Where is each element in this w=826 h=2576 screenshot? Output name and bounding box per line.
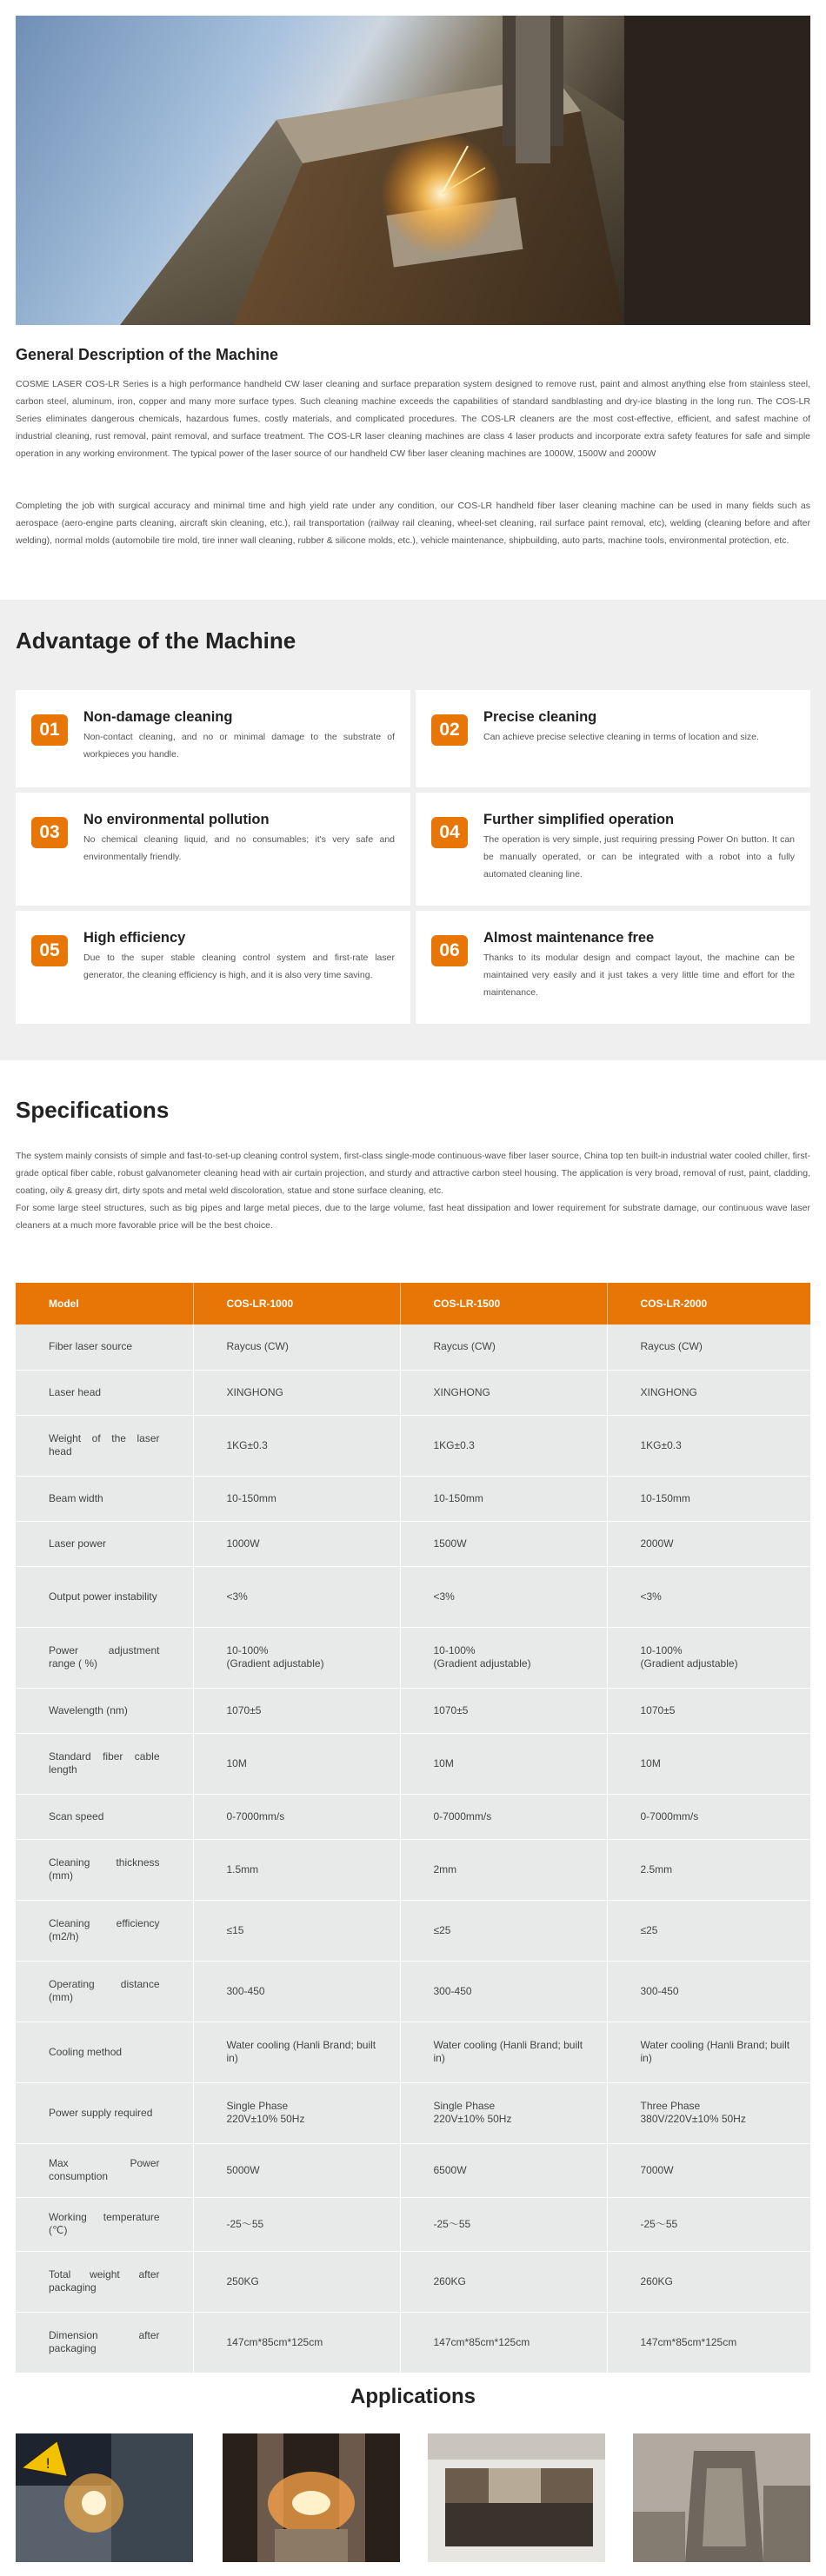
table-cell-value: 10-100% (Gradient adjustable) bbox=[607, 1627, 810, 1688]
advantage-number-badge: 06 bbox=[431, 935, 468, 966]
advantage-card-4 bbox=[416, 793, 810, 906]
table-row bbox=[16, 2022, 810, 2082]
table-cell-label: Laser power bbox=[16, 1521, 193, 1566]
table-cell-value: 0-7000mm/s bbox=[400, 1794, 607, 1839]
table-cell-value: 0-7000mm/s bbox=[193, 1794, 400, 1839]
table-cell-value: Single Phase 220V±10% 50Hz bbox=[400, 2082, 607, 2143]
table-cell-value: Three Phase 380V/220V±10% 50Hz bbox=[607, 2082, 810, 2143]
advantage-card-description: Thanks to its modular design and compact layout, the machine can be maintained very easily and it just takes a very little time and effort for the maintenance. bbox=[483, 953, 795, 998]
table-cell-label: Operating distance (mm) bbox=[16, 1961, 193, 2022]
table-cell-value: ≤25 bbox=[607, 1900, 810, 1961]
advantage-title: Advantage of the Machine bbox=[16, 627, 296, 654]
table-cell-label: Beam width bbox=[16, 1476, 193, 1521]
table-row bbox=[16, 1688, 810, 1733]
advantage-card-title: Almost maintenance free bbox=[483, 930, 655, 946]
table-cell-value: 300-450 bbox=[607, 1961, 810, 2022]
table-cell-value: Water cooling (Hanli Brand; built in) bbox=[400, 2022, 607, 2082]
table-cell-label: Cleaning efficiency (m2/h) bbox=[16, 1900, 193, 1961]
table-cell-value: 10-150mm bbox=[400, 1476, 607, 1521]
application-image-2 bbox=[223, 2433, 400, 2562]
advantage-number-badge: 04 bbox=[431, 817, 468, 848]
table-cell-value: 260KG bbox=[607, 2251, 810, 2312]
advantage-card-2 bbox=[416, 690, 810, 787]
table-cell-value: 10-150mm bbox=[607, 1476, 810, 1521]
table-cell-value: 260KG bbox=[400, 2251, 607, 2312]
table-cell-label: Cooling method bbox=[16, 2022, 193, 2082]
general-description-title: General Description of the Machine bbox=[16, 346, 279, 363]
table-cell-value: <3% bbox=[400, 1566, 607, 1627]
table-cell-value: 6500W bbox=[400, 2143, 607, 2197]
advantage-section bbox=[0, 600, 826, 1060]
table-row bbox=[16, 2197, 810, 2251]
svg-text:!: ! bbox=[45, 2455, 51, 2472]
table-cell-label: Weight of the laser head bbox=[16, 1415, 193, 1476]
specifications-intro bbox=[16, 1147, 810, 1234]
table-body bbox=[16, 1325, 810, 2373]
table-row bbox=[16, 1627, 810, 1688]
table-cell-label: Cleaning thickness (mm) bbox=[16, 1839, 193, 1900]
table-cell-value: 147cm*85cm*125cm bbox=[400, 2312, 607, 2373]
hero-image-laser-cleaning bbox=[16, 16, 810, 325]
general-description-paragraph-1: COSME LASER COS-LR Series is a high performance handheld CW laser cleaning and surface preparation system designed to remove rust, paint and almost anything else from stainless steel, carbon steel, aluminum, iron, copper and many more surface types. Such cleaning machine exceeds the capabilities of standard sandblasting and dry-ice blasting in the long run. The COS-LR Series eliminates dangerous chemicals, hazardous fumes, costly materials, and complicated procedures. The COS-LR cleaners are the most cost-effective, efficient, and safest machine of industrial cleaning, rust removal, paint removal, and surface treatment. The COS-LR laser cleaning machines are class 4 laser products and incorporate extra safety features for safe and simple operation in any working environment. The typical power of the laser source of our handheld CW fiber laser cleaning machines are 1000W, 1500W and 2000W bbox=[16, 379, 810, 459]
advantage-card-title: No environmental pollution bbox=[83, 812, 270, 827]
table-cell-label: Scan speed bbox=[16, 1794, 193, 1839]
advantage-card-title: Further simplified operation bbox=[483, 812, 675, 827]
advantage-card-description: Non-contact cleaning, and no or minimal damage to the substrate of workpieces you handle. bbox=[83, 732, 395, 760]
table-cell-value: Raycus (CW) bbox=[193, 1325, 400, 1370]
table-cell-label: Power supply required bbox=[16, 2082, 193, 2143]
table-cell-value: ≤15 bbox=[193, 1900, 400, 1961]
table-row bbox=[16, 1325, 810, 1370]
table-cell-label: Power adjustment range ( %) bbox=[16, 1627, 193, 1688]
advantage-card-title: Precise cleaning bbox=[483, 709, 597, 725]
table-cell-value: Water cooling (Hanli Brand; built in) bbox=[607, 2022, 810, 2082]
table-row bbox=[16, 2143, 810, 2197]
table-cell-value: 147cm*85cm*125cm bbox=[607, 2312, 810, 2373]
table-cell-value: <3% bbox=[607, 1566, 810, 1627]
table-cell-value: 7000W bbox=[607, 2143, 810, 2197]
table-header-row bbox=[16, 1283, 810, 1325]
table-cell-value: 1500W bbox=[400, 1521, 607, 1566]
advantage-card-6 bbox=[416, 911, 810, 1024]
table-cell-value: 2.5mm bbox=[607, 1839, 810, 1900]
table-cell-value: 300-450 bbox=[193, 1961, 400, 2022]
table-cell-value: 10-100% (Gradient adjustable) bbox=[193, 1627, 400, 1688]
table-cell-value: 2000W bbox=[607, 1521, 810, 1566]
specifications-paragraph-1: The system mainly consists of simple and fast-to-set-up cleaning control system, first-class single-mode continuous-wave fiber laser source, China top ten built-in industrial water cooled chiller, first-grade optical fiber cable, robust galvanometer cleaning head with air curtain projection, and sturdy and attractive carbon steel housing. The application is very broad, removal of rust, paint, cladding, coating, oily & greasy dirt, dirty spots and metal weld discoloration, statue and stone surface cleaning, etc. bbox=[16, 1151, 810, 1196]
advantage-card-title: Non-damage cleaning bbox=[83, 709, 233, 725]
table-cell-value: 250KG bbox=[193, 2251, 400, 2312]
table-cell-label: Total weight after packaging bbox=[16, 2251, 193, 2312]
table-cell-value: -25～55 bbox=[193, 2197, 400, 2251]
table-cell-label: Standard fiber cable length bbox=[16, 1733, 193, 1794]
table-cell-value: 300-450 bbox=[400, 1961, 607, 2022]
table-cell-value: <3% bbox=[193, 1566, 400, 1627]
table-row bbox=[16, 1521, 810, 1566]
table-cell-value: 10-100% (Gradient adjustable) bbox=[400, 1627, 607, 1688]
table-cell-value: Water cooling (Hanli Brand; built in) bbox=[193, 2022, 400, 2082]
table-cell-label: Dimension after packaging bbox=[16, 2312, 193, 2373]
table-cell-value: 1070±5 bbox=[400, 1688, 607, 1733]
table-cell-value: 0-7000mm/s bbox=[607, 1794, 810, 1839]
table-cell-value: Single Phase 220V±10% 50Hz bbox=[193, 2082, 400, 2143]
table-row bbox=[16, 1370, 810, 1415]
advantage-number-badge: 05 bbox=[31, 935, 68, 966]
table-cell-value: 1KG±0.3 bbox=[607, 1415, 810, 1476]
table-cell-value: 10-150mm bbox=[193, 1476, 400, 1521]
application-image-4 bbox=[633, 2433, 810, 2562]
table-header-cell: COS-LR-1500 bbox=[400, 1283, 607, 1325]
specifications-title: Specifications bbox=[16, 1097, 170, 1123]
application-image-1 bbox=[16, 2433, 193, 2562]
table-cell-label: Max Power consumption bbox=[16, 2143, 193, 2197]
table-cell-value: -25～55 bbox=[400, 2197, 607, 2251]
table-cell-value: XINGHONG bbox=[607, 1370, 810, 1415]
table-cell-value: 10M bbox=[193, 1733, 400, 1794]
table-cell-value: ≤25 bbox=[400, 1900, 607, 1961]
table-cell-value: 1.5mm bbox=[193, 1839, 400, 1900]
advantage-card-description: No chemical cleaning liquid, and no consumables; it's very safe and environmentally friendly. bbox=[83, 834, 395, 862]
advantage-card-description: Due to the super stable cleaning control system and first-rate laser generator, the cleaning efficiency is high, and it is also very time saving. bbox=[83, 953, 395, 980]
table-cell-value: 10M bbox=[400, 1733, 607, 1794]
table-cell-value: 5000W bbox=[193, 2143, 400, 2197]
general-description-paragraph-2: Completing the job with surgical accuracy and minimal time and high yield rate under any condition, our COS-LR handheld fiber laser cleaning machine can be used in many fields such as aerospace (aero-engine parts cleaning, aircraft skin cleaning, etc.), rail transportation (railway rail cleaning, wheel-set cleaning, rail surface paint removal, etc), welding (cleaning before and after welding), normal molds (automobile tire mold, tire inner wall cleaning, rubber & silicone molds, etc.), vehicle maintenance, shipbuilding, auto parts, machine tools, environmental protection, etc. bbox=[16, 501, 810, 546]
table-row bbox=[16, 1733, 810, 1794]
table-row bbox=[16, 2312, 810, 2373]
table-cell-value: 1KG±0.3 bbox=[193, 1415, 400, 1476]
table-cell-value: Raycus (CW) bbox=[607, 1325, 810, 1370]
table-cell-value: 10M bbox=[607, 1733, 810, 1794]
table-header-cell: COS-LR-1000 bbox=[193, 1283, 400, 1325]
table-cell-value: XINGHONG bbox=[193, 1370, 400, 1415]
table-cell-value: 147cm*85cm*125cm bbox=[193, 2312, 400, 2373]
table-row bbox=[16, 2082, 810, 2143]
table-cell-value: 1000W bbox=[193, 1521, 400, 1566]
table-cell-value: 1KG±0.3 bbox=[400, 1415, 607, 1476]
specifications-paragraph-2: For some large steel structures, such as big pipes and large metal pieces, due to the large volume, fast heat dissipation and lower requirement for substrate damage, our continuous wave laser cleaners at a much more favorable price will be the best choice. bbox=[16, 1203, 810, 1231]
table-cell-value: 2mm bbox=[400, 1839, 607, 1900]
table-cell-label: Output power instability bbox=[16, 1566, 193, 1627]
table-cell-value: 1070±5 bbox=[607, 1688, 810, 1733]
table-cell-value: -25～55 bbox=[607, 2197, 810, 2251]
table-cell-label: Laser head bbox=[16, 1370, 193, 1415]
table-cell-label: Wavelength (nm) bbox=[16, 1688, 193, 1733]
table-cell-label: Working temperature (℃) bbox=[16, 2197, 193, 2251]
table-cell-value: XINGHONG bbox=[400, 1370, 607, 1415]
table-row bbox=[16, 1961, 810, 2022]
table-cell-value: Raycus (CW) bbox=[400, 1325, 607, 1370]
table-row bbox=[16, 1839, 810, 1900]
advantage-card-5 bbox=[16, 911, 410, 1024]
specifications-table bbox=[16, 1283, 810, 2374]
advantage-card-1 bbox=[16, 690, 410, 787]
table-row bbox=[16, 1476, 810, 1521]
table-cell-value: 1070±5 bbox=[193, 1688, 400, 1733]
advantage-number-badge: 02 bbox=[431, 714, 468, 746]
advantage-card-3 bbox=[16, 793, 410, 906]
application-image-3 bbox=[428, 2433, 605, 2562]
table-row bbox=[16, 1900, 810, 1961]
table-header-cell: Model bbox=[16, 1283, 193, 1325]
advantage-card-description: Can achieve precise selective cleaning in terms of location and size. bbox=[483, 732, 759, 742]
table-row bbox=[16, 1566, 810, 1627]
applications-title: Applications bbox=[350, 2385, 476, 2408]
advantage-card-title: High efficiency bbox=[83, 930, 186, 946]
advantage-number-badge: 03 bbox=[31, 817, 68, 848]
table-cell-label: Fiber laser source bbox=[16, 1325, 193, 1370]
advantage-card-description: The operation is very simple, just requiring pressing Power On button. It can be manually operated, or can be integrated with a robot into a fully automated cleaning line. bbox=[483, 834, 795, 880]
table-header-cell: COS-LR-2000 bbox=[607, 1283, 810, 1325]
table-row bbox=[16, 2251, 810, 2312]
table-row bbox=[16, 1415, 810, 1476]
advantage-number-badge: 01 bbox=[31, 714, 68, 746]
table-row bbox=[16, 1794, 810, 1839]
